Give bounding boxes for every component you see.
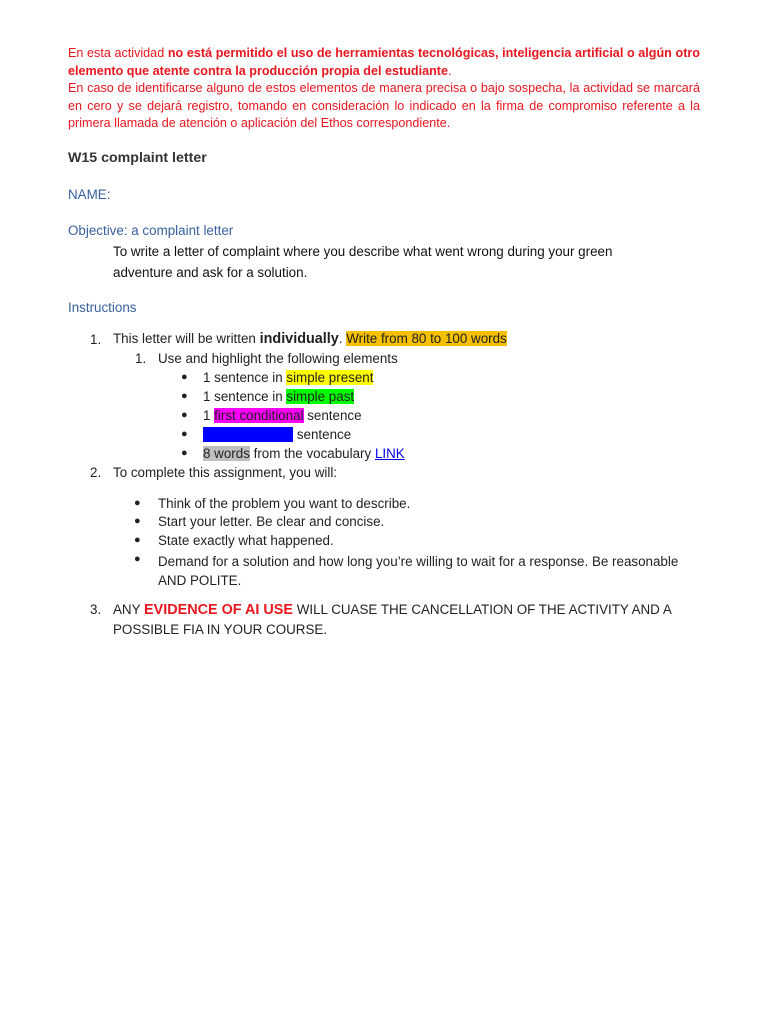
- element-bullet-second-conditional: [203, 427, 351, 442]
- element-bullet-simple-past: [203, 389, 354, 404]
- element-bullet-simple-present: [203, 370, 373, 385]
- word-count-highlight: Write from 80 to 100 words: [346, 331, 507, 346]
- step-bullet-think: Think of the problem you want to describe.: [158, 496, 411, 511]
- vocabulary-words-highlight: 8 words: [203, 446, 250, 461]
- item-3-number: 3.: [90, 602, 102, 617]
- bullet-icon: ●: [134, 553, 141, 565]
- warning-bold-text: no está permitido el uso de herramientas tecnológicas, inteligencia artificial o algún otro elemento que atente contra la producción propia del estudiante: [68, 46, 700, 78]
- vocabulary-link[interactable]: LINK: [374, 446, 405, 461]
- simple-past-highlight: simple past: [286, 389, 355, 404]
- step-bullet-start: Start your letter. Be clear and concise.: [158, 514, 385, 529]
- item-1-text: [113, 331, 507, 347]
- element-bullet-first-conditional: [203, 408, 362, 423]
- ai-warning-text-b: WILL CUASE THE CANCELLATION OF THE ACTIVITY AND A POSSIBLE FIA IN YOUR COURSE.: [113, 602, 672, 637]
- element-bullet-vocabulary: [203, 446, 405, 461]
- item-2-text: To complete this assignment, you will:: [113, 465, 338, 480]
- item-2-number: 2.: [90, 465, 102, 480]
- document-title: W15 complaint letter: [68, 150, 207, 166]
- objective-heading: Objective: a complaint letter: [68, 223, 234, 238]
- bullet-text-after: from the vocabulary: [249, 446, 375, 461]
- bullet-text-after: sentence: [293, 427, 352, 442]
- second-conditional-highlight: 2nd conditional: [203, 427, 294, 442]
- bullet-icon: ●: [181, 371, 188, 383]
- bullet-icon: ●: [134, 515, 141, 527]
- ai-warning-text-a: ANY: [113, 602, 145, 617]
- item-1-number: 1.: [90, 332, 102, 347]
- step-bullet-state: State exactly what happened.: [158, 533, 334, 548]
- item-1-individually: individually: [259, 331, 339, 347]
- bullet-icon: ●: [181, 409, 188, 421]
- item-1-text-b: .: [338, 331, 347, 346]
- bullet-icon: ●: [134, 497, 141, 509]
- name-label: NAME:: [68, 187, 111, 202]
- bullet-icon: ●: [134, 534, 141, 546]
- item-1-text-a: This letter will be written: [113, 331, 260, 346]
- warning-paragraph-1: [68, 45, 700, 80]
- bullet-icon: ●: [181, 447, 188, 459]
- bullet-text: 1 sentence in: [203, 370, 287, 385]
- step-bullet-demand: Demand for a solution and how long you’re willing to wait for a response. Be reasonable AND POLITE.: [158, 554, 679, 588]
- academic-integrity-warning: [68, 45, 700, 133]
- bullet-text-after: sentence: [303, 408, 362, 423]
- sub-item-1-text: Use and highlight the following elements: [158, 351, 398, 366]
- bullet-icon: ●: [181, 390, 188, 402]
- warning-paragraph-2: En caso de identificarse alguno de estos elementos de manera precisa o bajo sospecha, la actividad se marcará en cero y se dejará registro, tomando en consideración lo indicado en la firma de compromiso referente a la primera llamada de atención o aplicación del Ethos correspondiente.: [68, 81, 700, 131]
- first-conditional-highlight: first conditional: [214, 408, 304, 423]
- sub-item-1-number: 1.: [135, 351, 147, 366]
- bullet-text: 1 sentence in: [203, 389, 287, 404]
- warning-intro: En esta actividad: [68, 46, 168, 60]
- objective-text: To write a letter of complaint where you describe what went wrong during your green adventure and ask for a solution.: [113, 244, 613, 280]
- bullet-text: 1: [203, 408, 215, 423]
- ai-use-warning: [113, 600, 693, 640]
- simple-present-highlight: simple present: [286, 370, 374, 385]
- bullet-icon: ●: [181, 428, 188, 440]
- warning-period: .: [447, 63, 452, 78]
- ai-evidence-emphasis: EVIDENCE OF AI USE: [144, 602, 294, 618]
- instructions-heading: Instructions: [68, 300, 137, 315]
